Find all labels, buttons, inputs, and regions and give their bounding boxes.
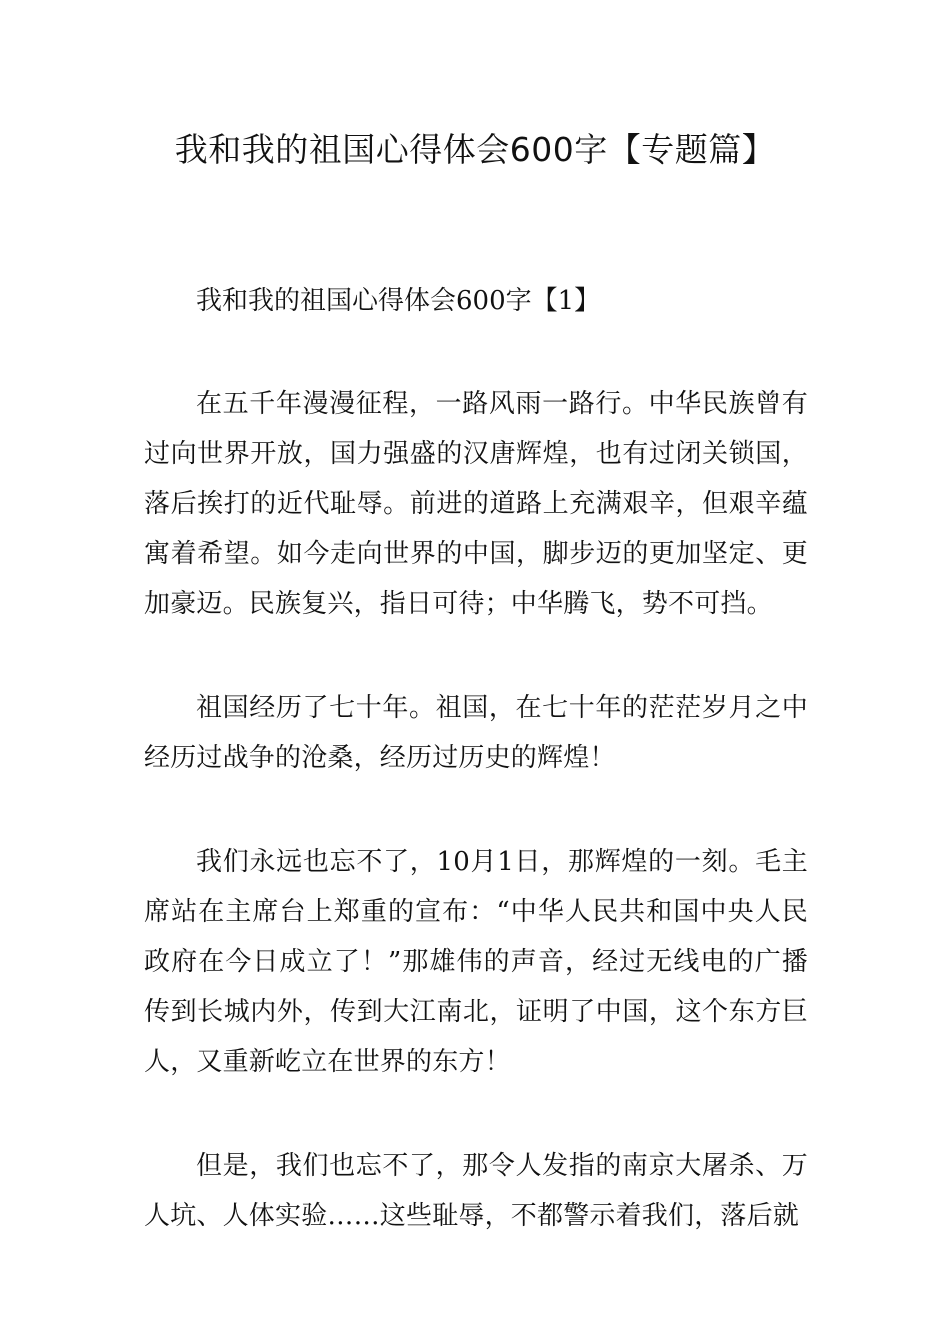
spacer <box>144 1087 808 1141</box>
spacer <box>144 321 808 379</box>
paragraph-4: 但是，我们也忘不了，那令人发指的南京大屠杀、万人坑、人体实验……这些耻辱，不都警示着我们，落后就 <box>144 1151 808 1231</box>
document-title: 我和我的祖国心得体会600字【专题篇】 <box>174 130 776 169</box>
paragraph-1: 在五千年漫漫征程，一路风雨一路行。中华民族曾有过向世界开放，国力强盛的汉唐辉煌，也有过闭关锁国，落后挨打的近代耻辱。前进的道路上充满艰辛，但艰辛蕴寓着希望。如今走向世界的中国，脚步迈的更加坚定、更加豪迈。民族复兴，指日可待；中华腾飞，势不可挡。 <box>144 389 808 619</box>
spacer <box>144 783 808 837</box>
paragraph-2: 祖国经历了七十年。祖国，在七十年的茫茫岁月之中经历过战争的沧桑，经历过历史的辉煌！ <box>144 693 808 773</box>
section-heading: 我和我的祖国心得体会600字【1】 <box>196 286 601 316</box>
document-body <box>144 281 808 1241</box>
spacer <box>144 629 808 683</box>
paragraph-3: 我们永远也忘不了，10月1日，那辉煌的一刻。毛主席站在主席台上郑重的宣布：“中华人民共和国中央人民政府在今日成立了！”那雄伟的声音，经过无线电的广播传到长城内外，传到大江南北，证明了中国，这个东方巨人，又重新屹立在世界的东方！ <box>144 847 808 1077</box>
